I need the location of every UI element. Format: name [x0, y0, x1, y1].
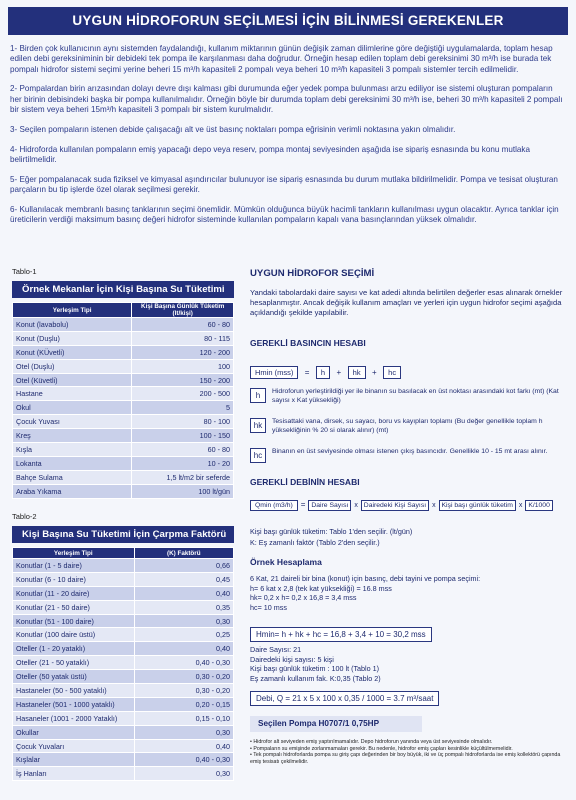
- table1-row: [13, 484, 234, 498]
- row-label: Oteller (50 yatak üstü): [13, 670, 135, 684]
- example-line: Daire Sayısı: 21: [250, 645, 302, 654]
- table2-row: [13, 725, 234, 739]
- row-label: Konutlar (100 daire üstü): [13, 628, 135, 642]
- example-line: h= 6 kat x 2,8 (tek kat yüksekliği) = 16.8 mss: [250, 583, 392, 593]
- formula-term: Kişi başı günlük tüketim: [439, 500, 516, 511]
- example-params: [250, 645, 566, 683]
- hmin-box: Hmin= h + hk + hc = 16,8 + 3,4 + 10 = 30,2 mss: [250, 627, 432, 642]
- table1-col-header: Yerleşim Tipi: [13, 303, 132, 318]
- table1-row: [13, 456, 234, 470]
- table2-col-header: Yerleşim Tipi: [13, 548, 135, 559]
- table2: [12, 547, 234, 781]
- example-line: hc= 10 mss: [250, 602, 287, 612]
- table2-title: Kişi Başına Su Tüketimi İçin Çarpma Faktörü: [12, 526, 234, 543]
- table1: [12, 302, 234, 499]
- example-heading: Örnek Hesaplama: [250, 557, 322, 567]
- intro-item: 3- Seçilen pompaların istenen debide çalışacağı alt ve üst basınç noktaları pompa eğrisinin verimli noktasına yakın olmalıdır.: [10, 124, 456, 134]
- table1-title: Örnek Mekanlar İçin Kişi Başına Su Tüketimi: [12, 281, 234, 298]
- row-value: 0,40: [134, 739, 233, 753]
- table2-row: [13, 753, 234, 767]
- definition-symbol: hk: [250, 418, 266, 433]
- row-label: Çocuk Yuvası: [13, 415, 132, 429]
- row-label: Hastaneler (50 - 500 yataklı): [13, 684, 135, 698]
- row-label: Hastaneler (501 - 1000 yataklı): [13, 697, 135, 711]
- intro-item: 4- Hidroforda kullanılan pompaların emiş yapacağı depo veya reserv, pompa montaj seviyesinden aşağıda ise sipariş esnasında bu konu mutlaka belirtilmelidir.: [10, 144, 530, 164]
- intro-item: 5- Eğer pompalanacak suda fiziksel ve kimyasal aşındırıcılar bulunuyor ise sipariş esnasında bu durum mutlaka bildirilmelidir. Pompa ve tesisat oluşturan parçaların bu tip işlerde özel olarak seçilmesi gerekir.: [10, 174, 558, 194]
- table2-row: [13, 572, 234, 586]
- row-value: 80 - 115: [132, 331, 234, 345]
- selection-text: Yandaki tabolardaki daire sayısı ve kat adedi altında belirtilen değerler esas alınarak örnekler hesaplanmıştır. Ancak değişik kullanım amaçları ve yerleri için uygun hidrofor seçimi aşağıda açıklandığı şekilde yapılabilir.: [250, 288, 563, 317]
- row-label: Konutlar (6 - 10 daire): [13, 572, 135, 586]
- row-value: 120 - 200: [132, 345, 234, 359]
- row-label: Kışla: [13, 443, 132, 457]
- row-value: 0,40: [134, 586, 233, 600]
- row-value: 80 - 100: [132, 415, 234, 429]
- plus-sign: +: [336, 368, 342, 377]
- formula-term: h: [316, 366, 330, 379]
- table2-row: [13, 711, 234, 725]
- row-label: Konut (lavabolu): [13, 318, 132, 332]
- row-label: Hasaneler (1001 - 2000 Yataklı): [13, 711, 135, 725]
- row-label: Lokanta: [13, 456, 132, 470]
- example-line: Eş zamanlı kullanım fak. K:0,35 (Tablo 2): [250, 673, 381, 683]
- formula-term: Daire Sayısı: [308, 500, 351, 511]
- row-label: Okullar: [13, 725, 135, 739]
- intro-item: 2- Pompalardan birin arızasından dolayı devre dışı kalması gibi durumunda eğer yedek pompa bulunması arzu ediliyor ise sistemi oluşturan pompaların her birinin debisindeki başka bir pompa kullanılmalıdır. Örneğin böyle bir durumda toplam debi gereksinimi 30 m³/h ise, beheri 30 m³/h kapasiteli 2 pompalı bir sistem veya beheri 15m³/h kapasiteli 3 pompalı bir sistem kurulmalıdır.: [10, 84, 563, 114]
- row-value: 0,30 - 0,20: [134, 684, 233, 698]
- table1-row: [13, 401, 234, 415]
- row-value: 5: [132, 401, 234, 415]
- row-value: 0,30: [134, 767, 233, 781]
- table2-row: [13, 642, 234, 656]
- row-value: 0,66: [134, 559, 233, 573]
- row-value: 60 - 80: [132, 443, 234, 457]
- notes: [250, 739, 566, 766]
- equals-sign: =: [304, 368, 310, 377]
- row-value: 0,15 - 0,10: [134, 711, 233, 725]
- example-line: 6 Kat, 21 daireli bir bina (konut) için basınç, debi tayini ve pompa seçimi:: [250, 574, 481, 583]
- row-value: 0,35: [134, 600, 233, 614]
- row-label: Bahçe Sulama: [13, 470, 132, 484]
- row-label: Kreş: [13, 429, 132, 443]
- row-value: 0,30: [134, 614, 233, 628]
- selection-heading: UYGUN HİDROFOR SEÇİMİ: [250, 268, 375, 279]
- row-value: 1,5 lt/m2 bir seferde: [132, 470, 234, 484]
- row-value: 100 lt/gün: [132, 484, 234, 498]
- table2-label: Tablo-2: [12, 512, 37, 521]
- table2-row: [13, 767, 234, 781]
- formula-lhs: Hmin (mss): [250, 366, 298, 379]
- table1-row: [13, 359, 234, 373]
- row-label: Konutlar (51 - 100 daire): [13, 614, 135, 628]
- row-label: Hastane: [13, 387, 132, 401]
- formula-term: Dairedeki Kişi Sayısı: [361, 500, 429, 511]
- row-label: İş Hanları: [13, 767, 135, 781]
- table2-row: [13, 628, 234, 642]
- flow-note: Kişi başı günlük tüketim: Tablo 1'den seçilir. (lt/gün): [250, 527, 413, 536]
- table1-row: [13, 387, 234, 401]
- table1-row: [13, 415, 234, 429]
- row-label: Otel (Küvetli): [13, 373, 132, 387]
- table2-row: [13, 586, 234, 600]
- selected-pump: Seçilen Pompa H0707/1 0,75HP: [250, 716, 422, 732]
- row-label: Konutlar (21 - 50 daire): [13, 600, 135, 614]
- definition-text: Tesisattaki vana, dirsek, su sayacı, boru vs kayıpları toplamı (Bu değer genellikle toplam h yüksekliğinin % 20 si olarak alınır) (mt): [272, 418, 543, 434]
- formula-term: K/1000: [525, 500, 553, 511]
- example-line: Dairedeki kişi sayısı: 5 kişi: [250, 654, 334, 664]
- table1-row: [13, 470, 234, 484]
- intro-item: 6- Kullanılacak membranlı basınç tanklarının seçimi önemlidir. Mümkün olduğunca büyük hacimli tankların kullanılması uygun olacaktır. Ayrıca tanklar için üreticilerin verdiği maksimum basınç değeri hidrofor sisteminde kullanılan pompaların kapalı vana basınçlarından yüksek olmalıdır.: [10, 204, 559, 225]
- table2-row: [13, 559, 234, 573]
- table1-label: Tablo-1: [12, 267, 37, 276]
- row-label: Çocuk Yuvaları: [13, 739, 135, 753]
- row-label: Konut (KÜvetli): [13, 345, 132, 359]
- table1-row: [13, 318, 234, 332]
- table2-row: [13, 614, 234, 628]
- table2-row: [13, 739, 234, 753]
- row-value: 150 - 200: [132, 373, 234, 387]
- row-label: Araba Yıkama: [13, 484, 132, 498]
- page-title: UYGUN HİDROFORUN SEÇİLMESİ İÇİN BİLİNMESİ GEREKENLER: [8, 7, 568, 35]
- row-label: Konutlar (1 - 5 daire): [13, 559, 135, 573]
- table1-row: [13, 373, 234, 387]
- times-sign: x: [518, 502, 523, 509]
- example-line: hk= 0,2 x h= 0,2 x 16,8 = 3,4 mss: [250, 593, 357, 603]
- flow-heading: GEREKLİ DEBİNİN HESABI: [250, 477, 360, 487]
- intro-section: [10, 44, 566, 235]
- debi-result: [250, 688, 566, 706]
- table2-row: [13, 670, 234, 684]
- note-item: • Tek pompalı hidroforlarda pompa su giriş çapı değerinden bir boy büyük, iki ve üç pompalı hidroforlarda ise emiş kollektörü çapında emiş tesisatı çekilmelidir.: [250, 752, 561, 766]
- example-line: Kişi başı günlük tüketim : 100 lt (Tablo 1): [250, 664, 380, 674]
- definition-text: Hidroforun yerleştirildiği yer ile binanın su basılacak en üst noktası arasındaki kot farkı (mt) (Kat sayısı x Kat yüksekliği): [272, 388, 559, 404]
- row-label: Kışlalar: [13, 753, 135, 767]
- times-sign: x: [432, 502, 436, 509]
- formula-term: hc: [383, 366, 401, 379]
- formula-term: hk: [348, 366, 366, 379]
- table2-row: [13, 684, 234, 698]
- row-value: 0,20 - 0,15: [134, 697, 233, 711]
- table1-row: [13, 429, 234, 443]
- plus-sign: +: [372, 368, 377, 377]
- pressure-formula: [250, 362, 566, 380]
- equals-sign: =: [300, 500, 306, 509]
- row-value: 100 - 150: [132, 429, 234, 443]
- table1-row: [13, 331, 234, 345]
- row-label: Otel (Duşlu): [13, 359, 132, 373]
- flow-note: K: Eş zamanlı faktör (Tablo 2'den seçilir.): [250, 538, 380, 547]
- definition-text: Binanın en üst seviyesinde olması istenen çıkış basıncıdır. Genellikle 10 - 15 mt arası alınır.: [272, 448, 548, 455]
- flow-formula: [250, 500, 566, 511]
- row-value: 0,30 - 0,20: [134, 670, 233, 684]
- row-label: Konutlar (11 - 20 daire): [13, 586, 135, 600]
- formula-lhs: Qmin (m3/h): [250, 500, 298, 511]
- note-item: • Pompaların su emişinde zorlanmamaları gerekir. Bu nedenle, hidrofor emiş çapları kesinlikle küçültülmemelidir.: [250, 745, 513, 752]
- table2-row: [13, 656, 234, 670]
- row-value: 10 - 20: [132, 456, 234, 470]
- row-value: 200 - 500: [132, 387, 234, 401]
- table2-row: [13, 600, 234, 614]
- note-item: • Hidrofor alt seviyeden emiş yaptırılmamalıdır. Depo hidroforun yanında veya üst seviyesinde olmalıdır.: [250, 739, 493, 745]
- definition-symbol: hc: [250, 448, 266, 463]
- row-value: 0,25: [134, 628, 233, 642]
- table1-col-header: Kişi Başına Günlük Tüketim (lt/kişi): [132, 303, 234, 318]
- definition-symbol: h: [250, 388, 266, 403]
- row-label: Oteller (21 - 50 yataklı): [13, 656, 135, 670]
- row-value: 0,30: [134, 725, 233, 739]
- row-label: Oteller (1 - 20 yataklı): [13, 642, 135, 656]
- hmin-result: [250, 624, 566, 642]
- pressure-heading: GEREKLİ BASINCIN HESABI: [250, 338, 366, 348]
- row-value: 60 - 80: [132, 318, 234, 332]
- table1-row: [13, 443, 234, 457]
- example-lines: [250, 574, 566, 612]
- intro-item: 1- Birden çok kullanıcının aynı sistemden faydalandığı, kullanım miktarının günün değişik zaman dilimlerine göre değiştiği uygulamalarda, toplam hesap edilen debi gereksiniminin bir debideki tek pompa ile karşılanması daha doğrudur. Örneğin hesap edilen toplam debi gereksinimi 30 m³/h ise burada tek pompalı hidrofor sistemi seçimi yerine beheri 15 m³/h kapasiteli 2 pompalı veya beheri 10 m³/h kapasiteli 3 pompalı sistemler tercih edilmelidir.: [10, 44, 553, 74]
- table2-row: [13, 697, 234, 711]
- row-value: 0,40 - 0,30: [134, 656, 233, 670]
- row-value: 0,40: [134, 642, 233, 656]
- times-sign: x: [354, 502, 358, 509]
- table2-col-header: (K) Faktörü: [134, 548, 233, 559]
- table1-row: [13, 345, 234, 359]
- row-value: 0,40 - 0,30: [134, 753, 233, 767]
- debi-box: Debi, Q = 21 x 5 x 100 x 0,35 / 1000 = 3.7 m³/saat: [250, 691, 439, 706]
- row-value: 0,45: [134, 572, 233, 586]
- row-value: 100: [132, 359, 234, 373]
- row-label: Konut (Duşlu): [13, 331, 132, 345]
- row-label: Okul: [13, 401, 132, 415]
